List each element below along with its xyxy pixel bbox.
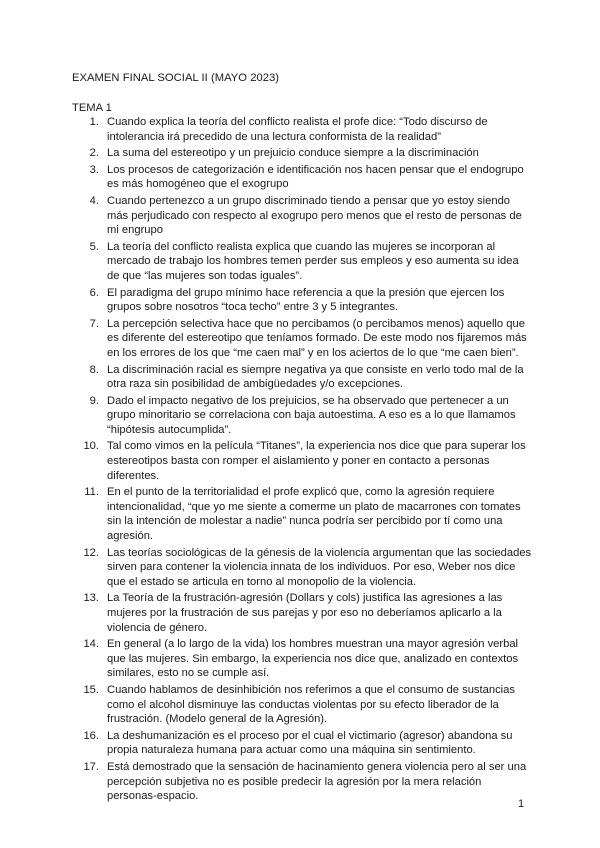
question-number: 10. [83, 440, 99, 453]
question-item [72, 115, 532, 144]
question-item [72, 760, 532, 804]
question-text: Cuando hablamos de desinhibición nos referimos a que el consumo de sustancias como el alcohol disminuye las conductas violentas por su efecto liberador de la frustración. (Modelo general de la Agresión). [107, 683, 515, 726]
question-number: 16. [83, 729, 99, 742]
page-number: 1 [518, 798, 525, 810]
question-item [72, 194, 532, 238]
question-number: 1. [89, 116, 99, 128]
question-text: Dado el impacto negativo de los prejuicios, se ha observado que pertenecer a un grupo minoritario se correlaciona con baja autoestima. A eso es a lo que llamamos “hipótesis autocumplida”. [107, 394, 516, 436]
question-number: 4. [89, 194, 99, 207]
question-text: La teoría del conflicto realista explica que cuando las mujeres se incorporan al mercado de trabajo los hombres temen perder sus empleos y eso aumenta su idea de que “las mujeres son todas iguales”. [107, 240, 519, 282]
question-number: 13. [83, 592, 99, 605]
question-text: Los procesos de categorización e identificación nos hacen pensar que el endogrupo es más homogéneo que el exogrupo [107, 163, 524, 191]
question-text: Cuando pertenezco a un grupo discriminado tiendo a pensar que yo estoy siendo más perjudicado con respecto al exogrupo pero menos que el resto de personas de mi engrupo [107, 194, 522, 237]
question-number: 2. [89, 147, 99, 160]
question-item [72, 637, 532, 681]
question-item [72, 240, 532, 284]
question-text: La Teoría de la frustración-agresión (Dollars y cols) justifica las agresiones a las mujeres por la frustración de sus parejas y por eso no deberíamos aplicarlo a la violencia de género. [107, 592, 503, 634]
question-number: 17. [83, 760, 99, 773]
question-number: 12. [83, 546, 99, 559]
question-item [72, 317, 532, 361]
question-item [72, 163, 532, 192]
question-text: En general (a lo largo de la vida) los hombres muestran una mayor agresión verbal que las mujeres. Sin embargo, la experiencia nos dice que, analizado en contextos similares, esto no se cumple así. [107, 638, 519, 680]
question-number: 7. [89, 317, 99, 330]
question-item [72, 286, 532, 315]
question-text: La discriminación racial es siempre negativa ya que consiste en verlo todo mal de la otra raza sin posibilidad de ambigüedades y/o excepciones. [107, 363, 524, 391]
document-title: EXAMEN FINAL SOCIAL II (MAYO 2023) [72, 72, 280, 84]
question-item [72, 485, 532, 543]
question-number: 6. [89, 286, 99, 299]
question-text: Cuando explica la teoría del conflicto realista el profe dice: “Todo discurso de intolerancia irá precedido de una lectura conformista de la realidad” [107, 116, 488, 143]
question-number: 8. [89, 363, 99, 376]
question-number: 14. [83, 638, 99, 651]
question-item [72, 439, 532, 483]
question-number: 15. [83, 683, 99, 696]
question-item [72, 729, 532, 758]
question-text: La deshumanización es el proceso por el cual el victimario (agresor) abandona su propia naturaleza humana para actuar como una máquina sin sentimiento. [107, 729, 513, 757]
question-list [72, 115, 532, 806]
question-number: 11. [84, 486, 99, 499]
question-number: 5. [89, 240, 99, 253]
question-text: Está demostrado que la sensación de hacinamiento genera violencia pero al ser una percepción subjetiva no es posible predecir la agresión por la mera relación personas-espacio. [107, 760, 527, 803]
question-item [72, 591, 532, 635]
question-item [72, 394, 532, 438]
question-item [72, 683, 532, 727]
question-item [72, 146, 532, 161]
question-number: 3. [89, 163, 99, 176]
question-item [72, 363, 532, 392]
section-title: TEMA 1 [72, 102, 112, 114]
question-item [72, 546, 532, 590]
question-text: En el punto de la territorialidad el profe explicó que, como la agresión requiere intencionalidad, “que yo me siente a comerme un plato de macarrones con tomates sin la intención de molestar a nadie” nunca podría ser percibido por tí como una agresión. [107, 486, 521, 543]
question-text: La suma del estereotipo y un prejuicio conduce siempre a la discriminación [107, 147, 479, 160]
question-text: La percepción selectiva hace que no percibamos (o percibamos menos) aquello que es diferente del estereotipo que teníamos formado. De este modo nos fijaremos más en los errores de los que “me caen mal” y en los aciertos de lo que “me caen bien”. [107, 317, 527, 359]
question-text: Las teorías sociológicas de la génesis de la violencia argumentan que las sociedades sirven para contener la violencia innata de los individuos. Por eso, Weber nos dice que el estado se articula en torno al monopolio de la violencia. [107, 546, 532, 588]
question-text: El paradigma del grupo mínimo hace referencia a que la presión que ejercen los grupos sobre nosotros “toca techo” entre 3 y 5 integrantes. [107, 286, 505, 314]
question-text: Tal como vimos en la película “Titanes”, la experiencia nos dice que para superar los estereotipos basta con romper el aislamiento y poner en contacto a personas diferentes. [107, 440, 526, 482]
question-number: 9. [89, 394, 99, 407]
